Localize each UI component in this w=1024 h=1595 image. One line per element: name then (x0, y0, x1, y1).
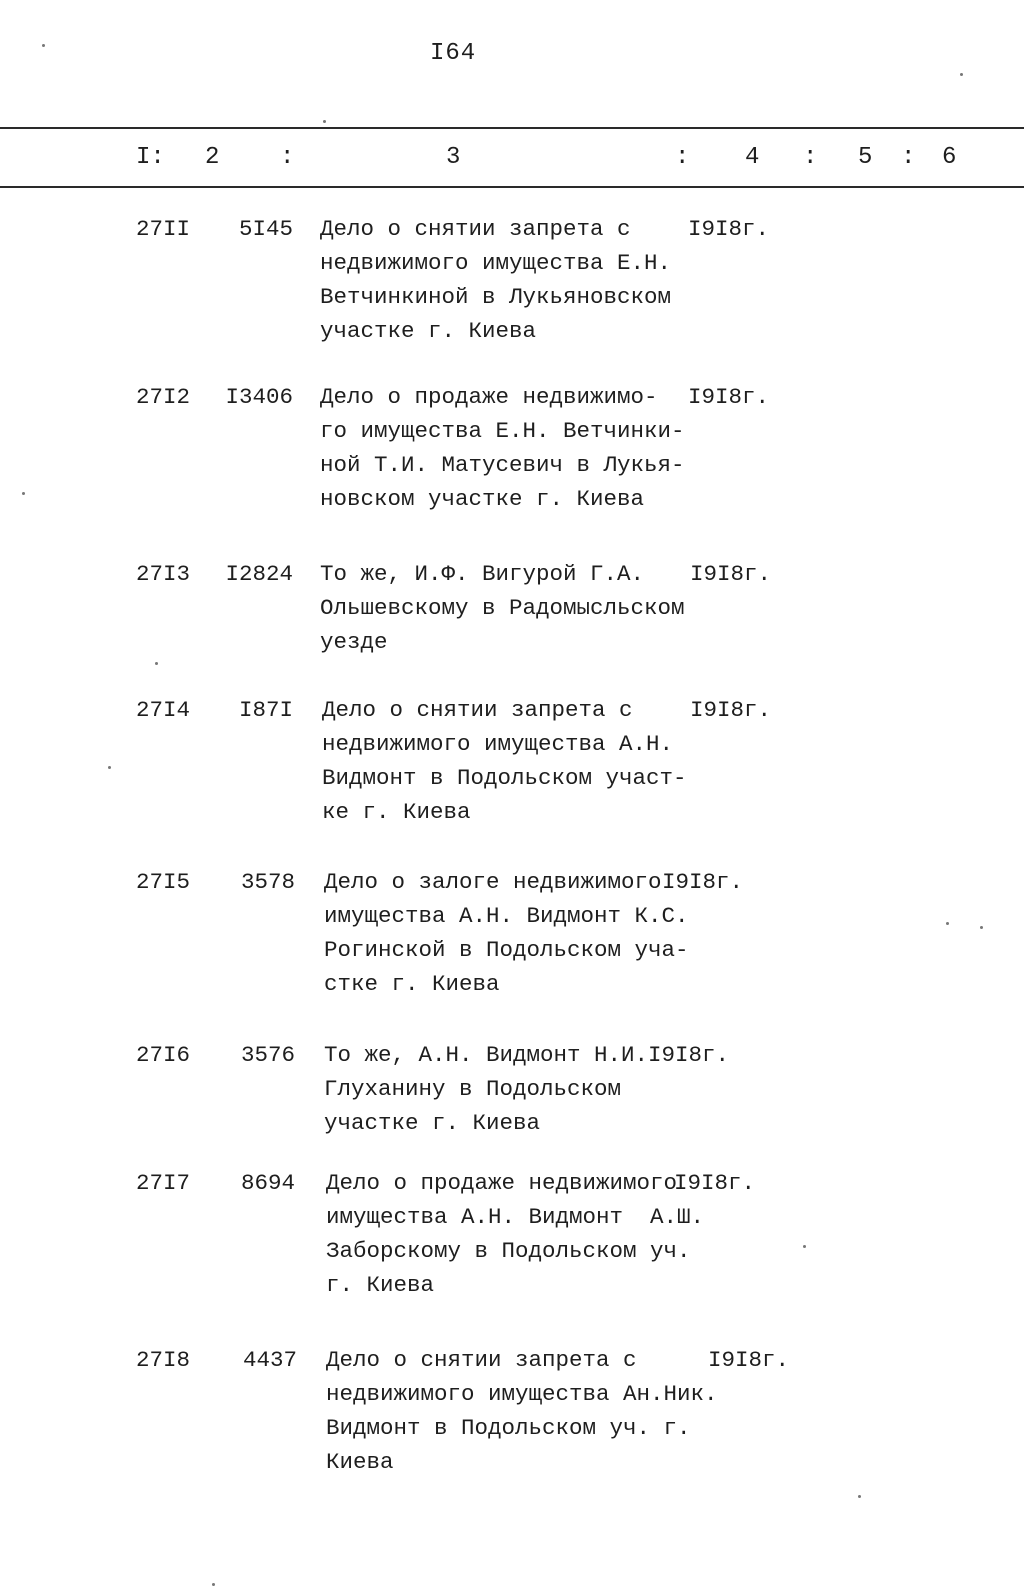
scan-speck (323, 120, 326, 123)
header-top-rule (0, 127, 1024, 129)
description-line: Ветчинкиной в Лукьяновском (320, 284, 672, 310)
entry-year: I9I8г. (674, 1170, 756, 1196)
entry-code: 3578 (240, 869, 295, 895)
scan-speck (22, 492, 25, 495)
entry-code: 3576 (240, 1042, 295, 1068)
entry-code: I3406 (225, 384, 293, 410)
entry-number: 27I7 (136, 1170, 191, 1196)
scan-speck (108, 766, 111, 769)
column-header-4: 4 (745, 144, 760, 171)
column-header-3: 3 (446, 144, 461, 171)
entry-number: 27I8 (136, 1347, 191, 1373)
entry-year: I9I8г. (690, 697, 772, 723)
page-number: I64 (430, 40, 477, 67)
description-line: Видмонт в Подольском уч. г. (326, 1415, 691, 1441)
description-line: имущества А.Н. Видмонт К.С. (324, 903, 689, 929)
scan-speck (155, 662, 158, 665)
description-line: ной Т.И. Матусевич в Лукья- (320, 452, 685, 478)
description-line: То же, И.Ф. Вигурой Г.А. (320, 561, 645, 587)
description-line: Дело о залоге недвижимого (324, 869, 662, 895)
description-line: го имущества Е.Н. Ветчинки- (320, 418, 685, 444)
description-line: уезде (320, 629, 388, 655)
entry-year: I9I8г. (690, 561, 772, 587)
scan-speck (980, 926, 983, 929)
description-line: недвижимого имущества А.Н. (322, 731, 674, 757)
description-line: стке г. Киева (324, 971, 500, 997)
scan-speck (858, 1495, 861, 1498)
description-line: Глуханину в Подольском (324, 1076, 622, 1102)
column-separator: : (901, 144, 916, 171)
description-line: имущества А.Н. Видмонт А.Ш. (326, 1204, 705, 1230)
entry-code: I87I (238, 697, 293, 723)
entry-year: I9I8г. (688, 216, 770, 242)
entry-number: 27I6 (136, 1042, 191, 1068)
entry-code: 5I45 (238, 216, 293, 242)
description-line: недвижимого имущества Ан.Ник. (326, 1381, 718, 1407)
entry-year: I9I8г. (662, 869, 744, 895)
description-line: Киева (326, 1449, 394, 1475)
entry-number: 27I5 (136, 869, 191, 895)
entry-number: 27I4 (136, 697, 191, 723)
entry-description (326, 1343, 766, 1479)
entry-year: I9I8г. (708, 1347, 790, 1373)
description-line: Ольшевскому в Радомысльском (320, 595, 685, 621)
column-header-1: I: (136, 144, 165, 171)
entry-number: 27I3 (136, 561, 191, 587)
entry-year: I9I8г. (688, 384, 770, 410)
entry-code: 4437 (242, 1347, 297, 1373)
description-line: Дело о снятии запрета с (322, 697, 633, 723)
header-bottom-rule (0, 186, 1024, 188)
scan-speck (960, 73, 963, 76)
description-line: недвижимого имущества Е.Н. (320, 250, 672, 276)
description-line: Дело о продаже недвижимого (326, 1170, 678, 1196)
description-line: То же, А.Н. Видмонт Н.И. (324, 1042, 649, 1068)
description-line: г. Киева (326, 1272, 435, 1298)
description-line: участке г. Киева (320, 318, 537, 344)
column-header-5: 5 (858, 144, 873, 171)
column-separator: : (280, 144, 295, 171)
description-line: ке г. Киева (322, 799, 471, 825)
entry-number: 27II (136, 216, 191, 242)
scan-speck (212, 1583, 215, 1586)
description-line: Видмонт в Подольском участ- (322, 765, 687, 791)
entry-year: I9I8г. (648, 1042, 730, 1068)
description-line: новском участке г. Киева (320, 486, 645, 512)
entry-code: 8694 (240, 1170, 295, 1196)
scan-speck (946, 922, 949, 925)
description-line: Заборскому в Подольском уч. (326, 1238, 691, 1264)
column-separator: : (803, 144, 818, 171)
column-separator: : (675, 144, 690, 171)
column-header-6: 6 (942, 144, 957, 171)
scan-speck (803, 1245, 806, 1248)
entry-code: I2824 (225, 561, 293, 587)
description-line: Дело о снятии запрета с (326, 1347, 637, 1373)
column-header-2: 2 (205, 144, 220, 171)
description-line: Дело о продаже недвижимо- (320, 384, 658, 410)
description-line: участке г. Киева (324, 1110, 541, 1136)
scan-speck (42, 44, 45, 47)
description-line: Рогинской в Подольском уча- (324, 937, 689, 963)
description-line: Дело о снятии запрета с (320, 216, 631, 242)
entry-number: 27I2 (136, 384, 191, 410)
